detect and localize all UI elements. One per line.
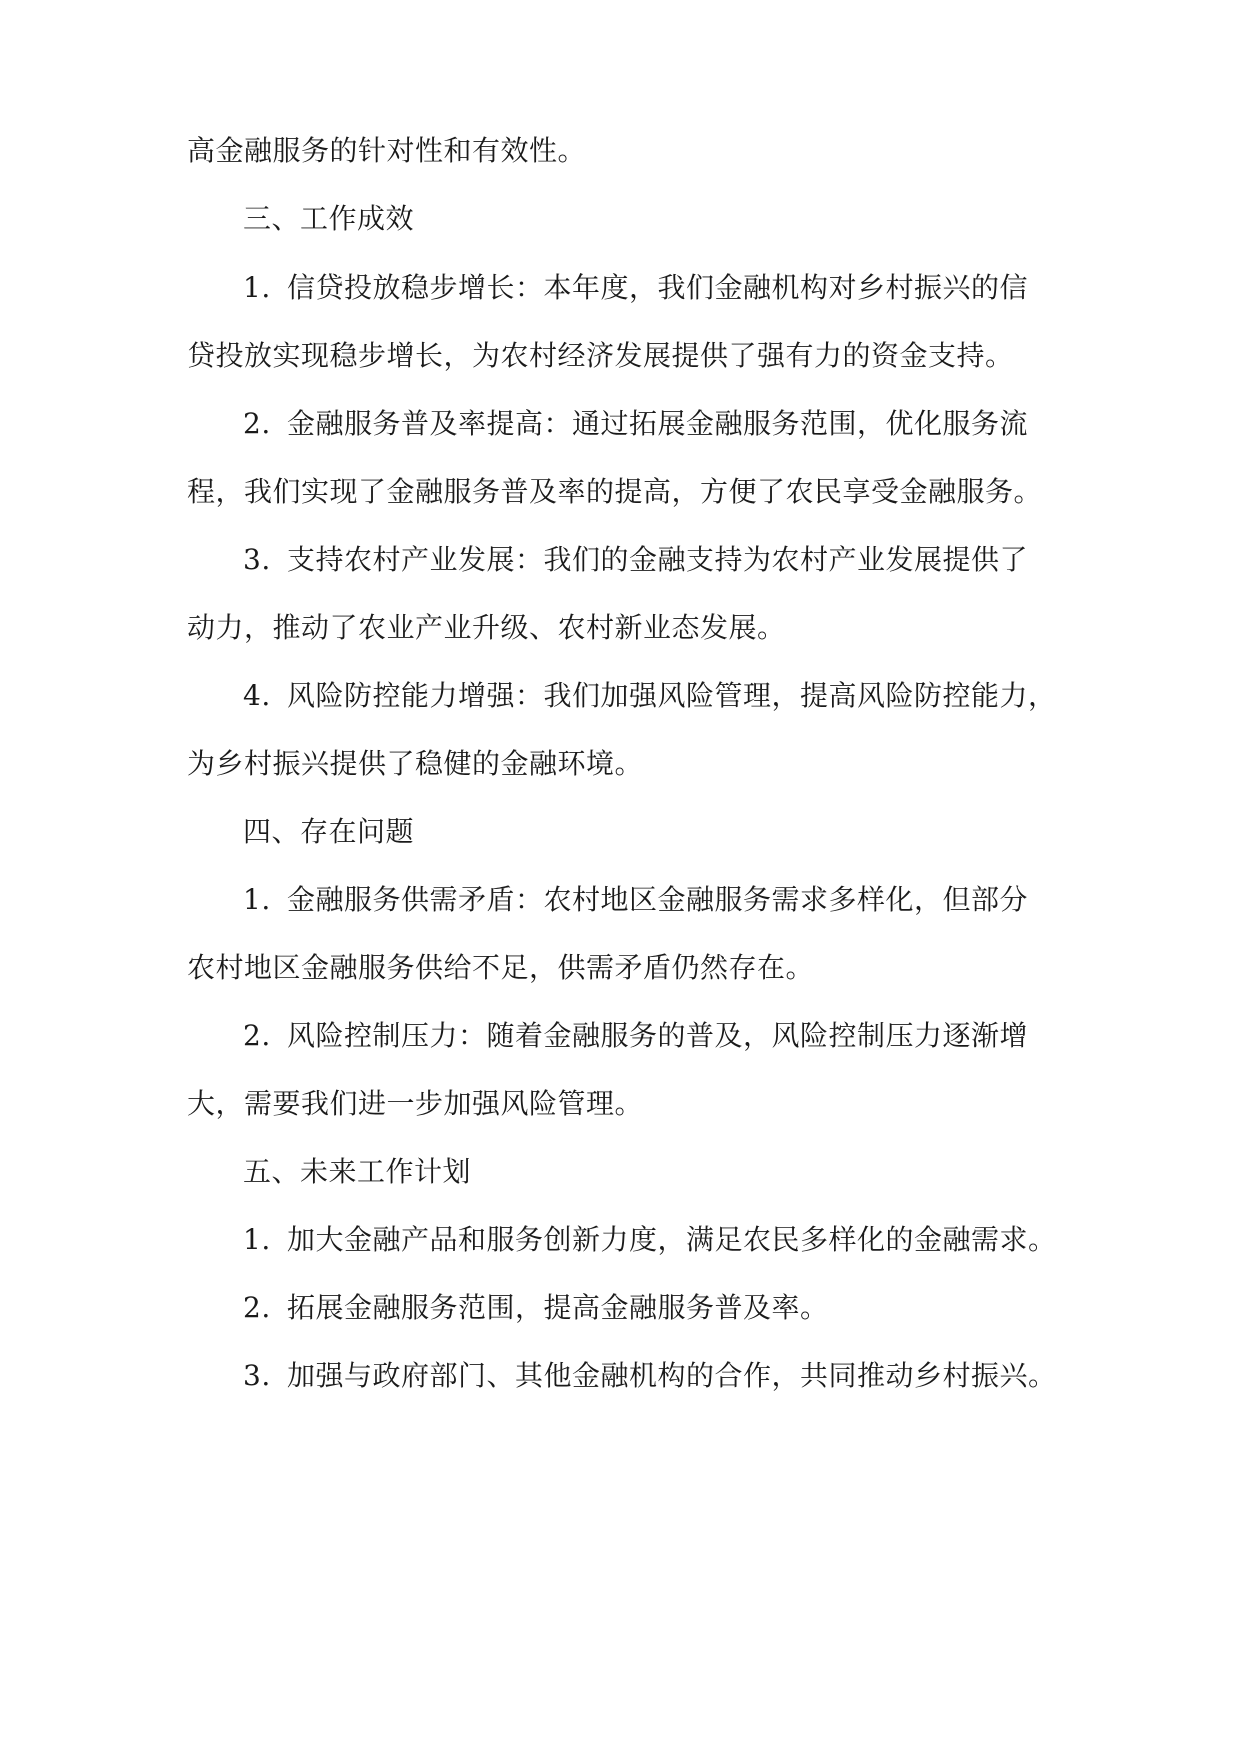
section-heading-future-plan: 五、未来工作计划 [243,1155,472,1188]
problem-item-2-line-2: 大，需要我们进一步加强风险管理。 [187,1087,644,1120]
achievement-item-3-line-2: 动力，推动了农业产业升级、农村新业态发展。 [187,611,786,644]
item-text: 风险防控能力增强：我们加强风险管理，提高风险防控能力， [287,679,1057,712]
plan-item-3 [243,1356,1123,1396]
item-number: 3. [243,1359,271,1392]
section-heading-achievements: 三、工作成效 [243,202,415,235]
achievement-item-1-line-2: 贷投放实现稳步增长，为农村经济发展提供了强有力的资金支持。 [187,339,1014,372]
section-heading-problems: 四、存在问题 [243,815,415,848]
plan-item-1 [243,1220,1123,1260]
intro-tail-text: 高金融服务的针对性和有效性。 [187,134,587,167]
item-number: 2. [243,1019,271,1052]
achievement-item-3-line-1 [243,540,1123,580]
achievement-item-4-line-2: 为乡村振兴提供了稳健的金融环境。 [187,747,644,780]
item-number: 1. [243,271,271,304]
item-number: 3. [243,543,271,576]
item-text: 风险控制压力：随着金融服务的普及，风险控制压力逐渐增 [287,1019,1029,1052]
item-text: 加强与政府部门、其他金融机构的合作，共同推动乡村振兴。 [287,1359,1057,1392]
item-number: 4. [243,679,271,712]
item-text: 金融服务普及率提高：通过拓展金融服务范围，优化服务流 [287,407,1029,440]
achievement-item-2-line-1 [243,404,1123,444]
item-number: 1. [243,1223,271,1256]
item-text: 加大金融产品和服务创新力度，满足农民多样化的金融需求。 [287,1223,1057,1256]
problem-item-2-line-1 [243,1016,1123,1056]
achievement-item-2-line-2: 程，我们实现了金融服务普及率的提高，方便了农民享受金融服务。 [187,475,1043,508]
item-number: 2. [243,1291,271,1324]
achievement-item-1-line-1 [243,268,1123,308]
item-text: 信贷投放稳步增长：本年度，我们金融机构对乡村振兴的信 [287,271,1029,304]
item-text: 金融服务供需矛盾：农村地区金融服务需求多样化，但部分 [287,883,1029,916]
problem-item-1-line-2: 农村地区金融服务供给不足，供需矛盾仍然存在。 [187,951,815,984]
item-number: 1. [243,883,271,916]
problem-item-1-line-1 [243,880,1123,920]
achievement-item-4-line-1 [243,676,1123,716]
item-text: 支持农村产业发展：我们的金融支持为农村产业发展提供了 [287,543,1029,576]
plan-item-2 [243,1288,1123,1328]
item-number: 2. [243,407,271,440]
item-text: 拓展金融服务范围，提高金融服务普及率。 [287,1291,829,1324]
